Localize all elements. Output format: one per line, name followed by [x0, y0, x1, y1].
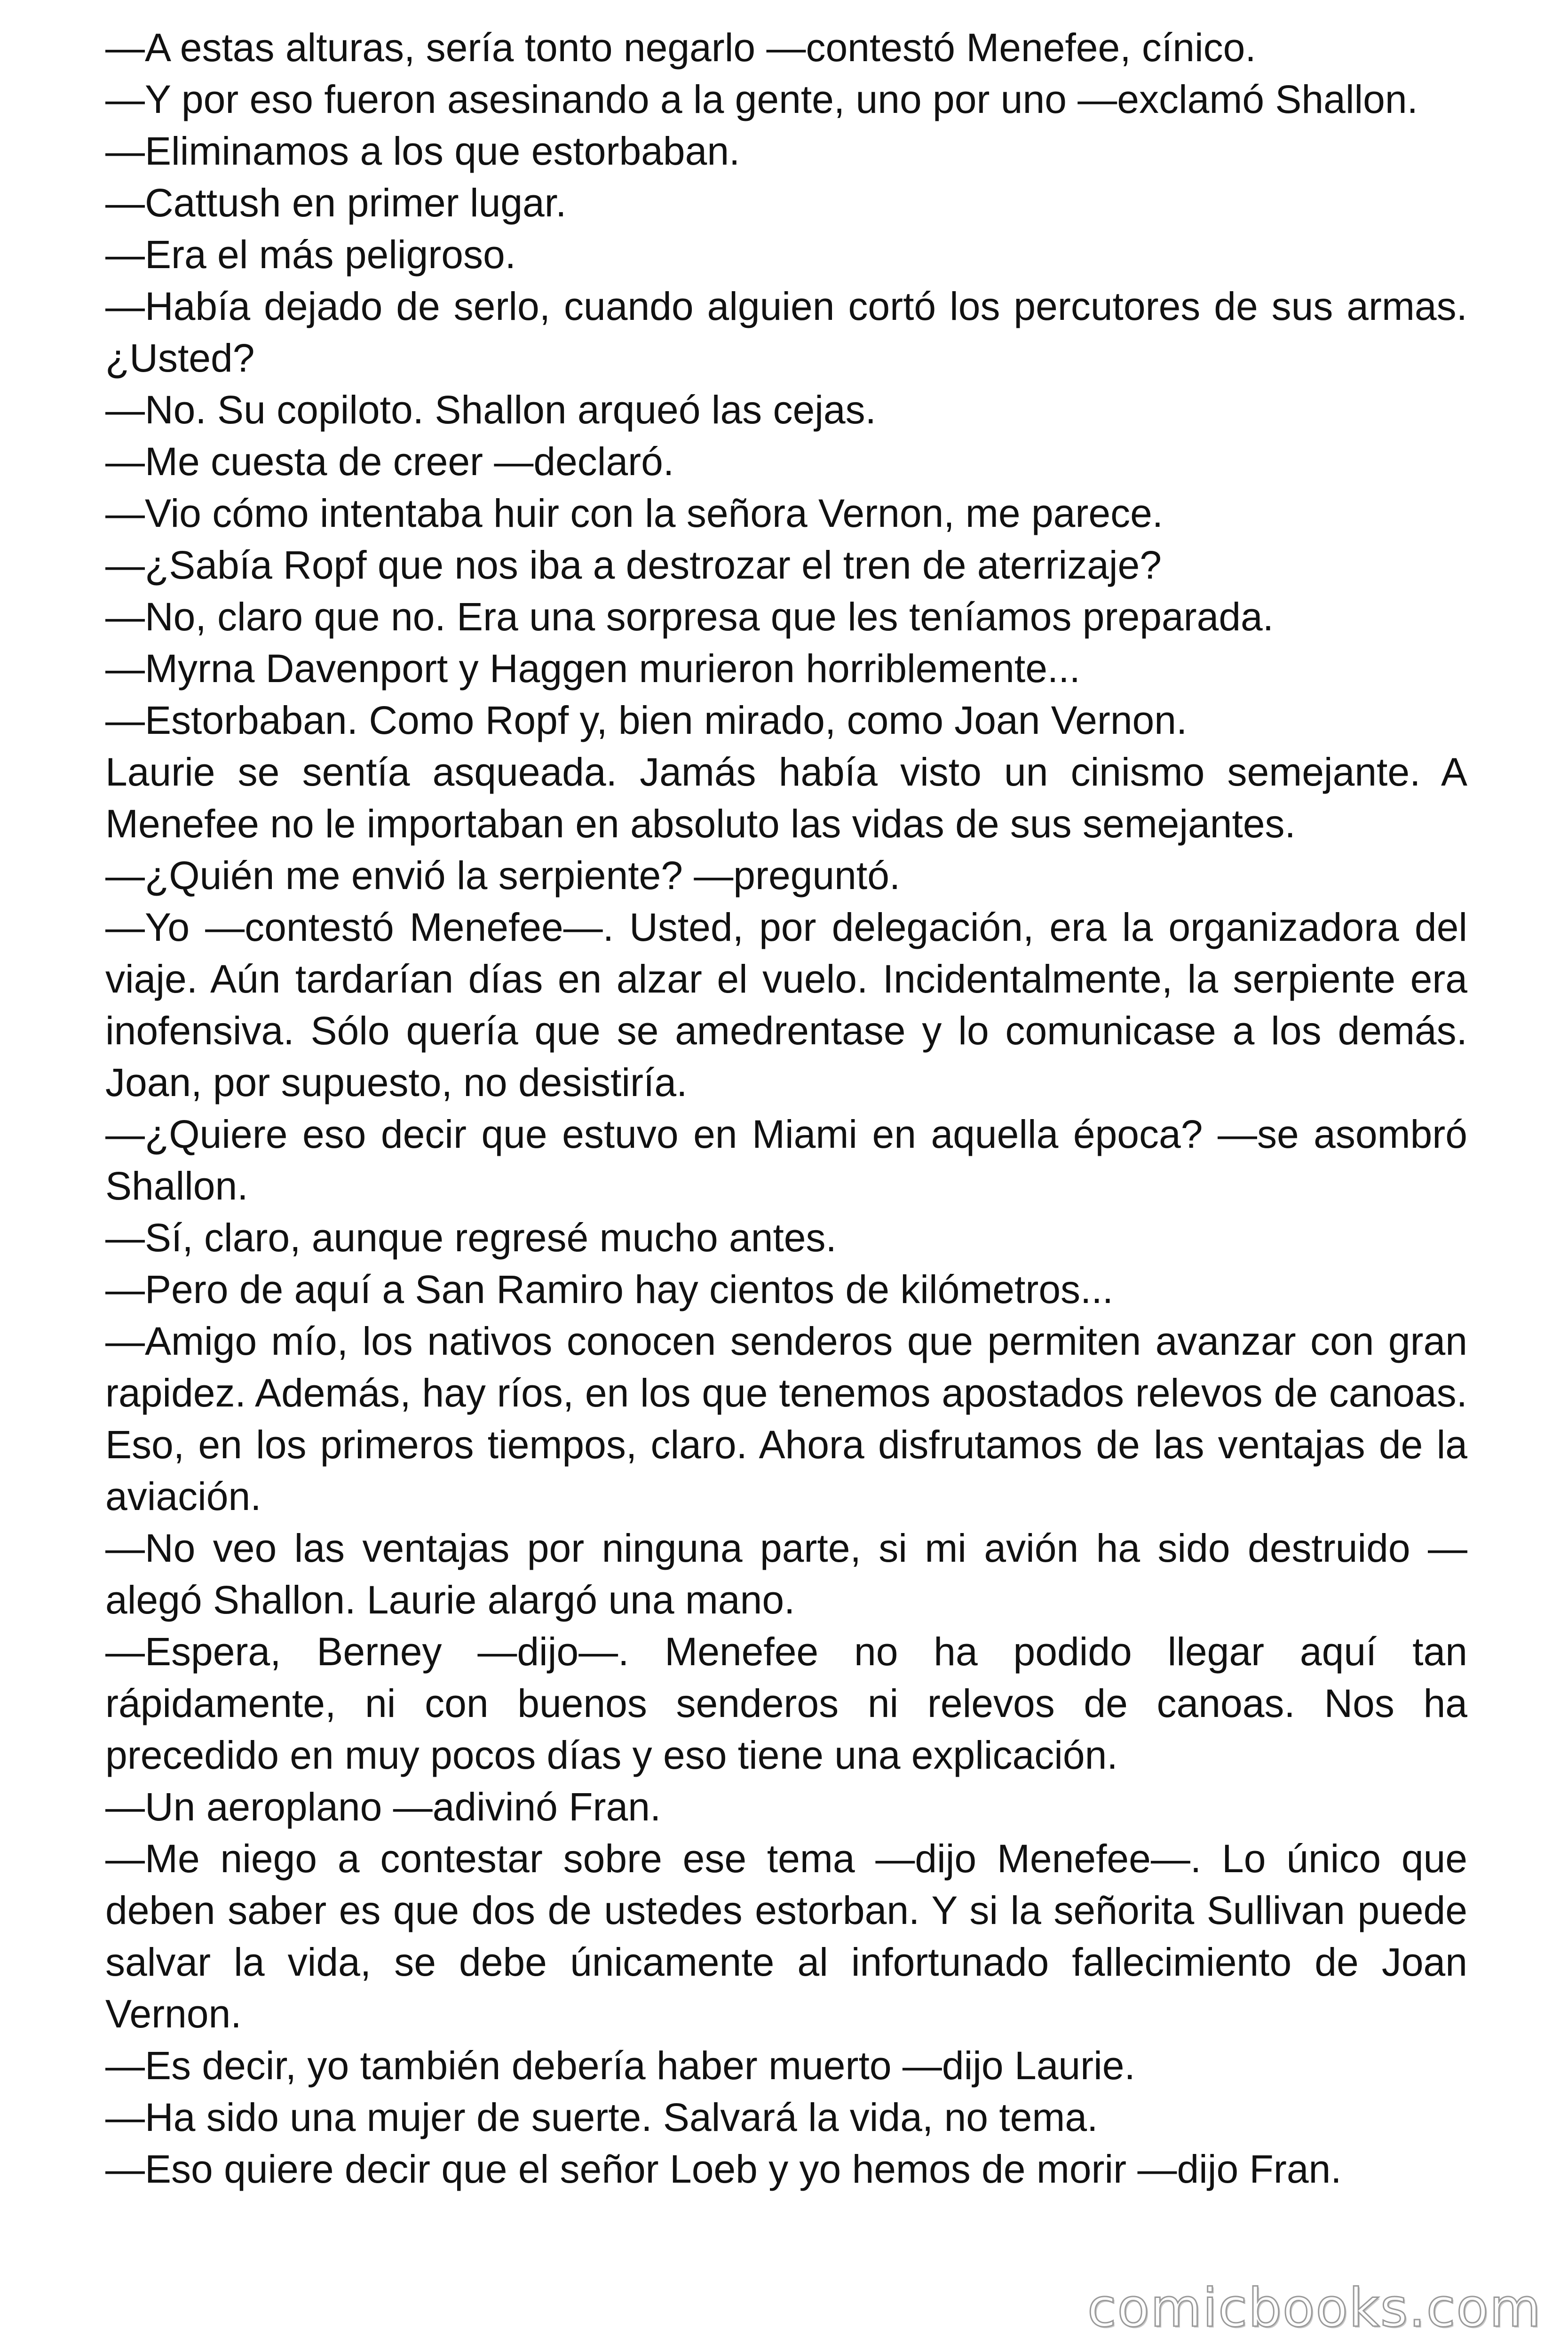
paragraph: —Eliminamos a los que estorbaban. [105, 129, 740, 173]
paragraph: —No, claro que no. Era una sorpresa que les teníamos preparada. [105, 595, 1274, 639]
paragraph: —Es decir, yo también debería haber muerto —dijo Laurie. [105, 2043, 1135, 2088]
paragraph: —Sí, claro, aunque regresé mucho antes. [105, 1216, 837, 1260]
paragraph: —Myrna Davenport y Haggen murieron horriblemente... [105, 646, 1080, 691]
watermark-logo: comicbooks.com [1087, 2278, 1542, 2339]
paragraph: —¿Sabía Ropf que nos iba a destrozar el tren de aterrizaje? [105, 543, 1162, 587]
paragraph: —Era el más peligroso. [105, 232, 516, 277]
paragraph: —¿Quiere eso decir que estuvo en Miami en aquella época? —se asombró Shallon. [105, 1112, 1467, 1208]
paragraph: —Había dejado de serlo, cuando alguien cortó los percutores de sus armas. ¿Usted? [105, 284, 1467, 380]
paragraph: —¿Quién me envió la serpiente? —preguntó. [105, 853, 901, 898]
paragraph: —Cattush en primer lugar. [105, 181, 567, 225]
page-body [105, 22, 1467, 2195]
paragraph: —A estas alturas, sería tonto negarlo —contestó Menefee, cínico. [105, 25, 1256, 70]
paragraph: —Un aeroplano —adivinó Fran. [105, 1785, 661, 1829]
paragraph: —Me cuesta de creer —declaró. [105, 439, 674, 484]
paragraph: —No veo las ventajas por ninguna parte, si mi avión ha sido destruido —alegó Shallon. Laurie alargó una mano. [105, 1526, 1467, 1622]
paragraph: —Estorbaban. Como Ropf y, bien mirado, como Joan Vernon. [105, 698, 1188, 742]
paragraph: —Vio cómo intentaba huir con la señora Vernon, me parece. [105, 491, 1164, 535]
paragraph: —Pero de aquí a San Ramiro hay cientos de kilómetros... [105, 1267, 1114, 1311]
paragraph: —No. Su copiloto. Shallon arqueó las cejas. [105, 388, 876, 432]
paragraph: —Me niego a contestar sobre ese tema —dijo Menefee—. Lo único que deben saber es que dos de ustedes estorban. Y si la señorita Sullivan puede salvar la vida, se debe únicamente al infortunado fallecimiento de Joan Vernon. [105, 1836, 1467, 2036]
paragraph: Laurie se sentía asqueada. Jamás había visto un cinismo semejante. A Menefee no le importaban en absoluto las vidas de sus semejantes. [105, 750, 1467, 846]
paragraph: —Eso quiere decir que el señor Loeb y yo hemos de morir —dijo Fran. [105, 2147, 1342, 2191]
paragraph: —Espera, Berney —dijo—. Menefee no ha podido llegar aquí tan rápidamente, ni con buenos senderos ni relevos de canoas. Nos ha precedido en muy pocos días y eso tiene una explicación. [105, 1629, 1467, 1777]
paragraph: —Yo —contestó Menefee—. Usted, por delegación, era la organizadora del viaje. Aún tardarían días en alzar el vuelo. Incidentalmente, la serpiente era inofensiva. Sólo quería que se amedrentase y lo comunicase a los demás. Joan, por supuesto, no desistiría. [105, 905, 1467, 1104]
paragraph: —Y por eso fueron asesinando a la gente, uno por uno —exclamó Shallon. [105, 77, 1418, 121]
paragraph: —Ha sido una mujer de suerte. Salvará la vida, no tema. [105, 2095, 1098, 2139]
paragraph: —Amigo mío, los nativos conocen senderos que permiten avanzar con gran rapidez. Además, hay ríos, en los que tenemos apostados relevos de canoas. Eso, en los primeros tiempos, claro. Ahora disfrutamos de las ventajas de la aviación. [105, 1319, 1467, 1518]
